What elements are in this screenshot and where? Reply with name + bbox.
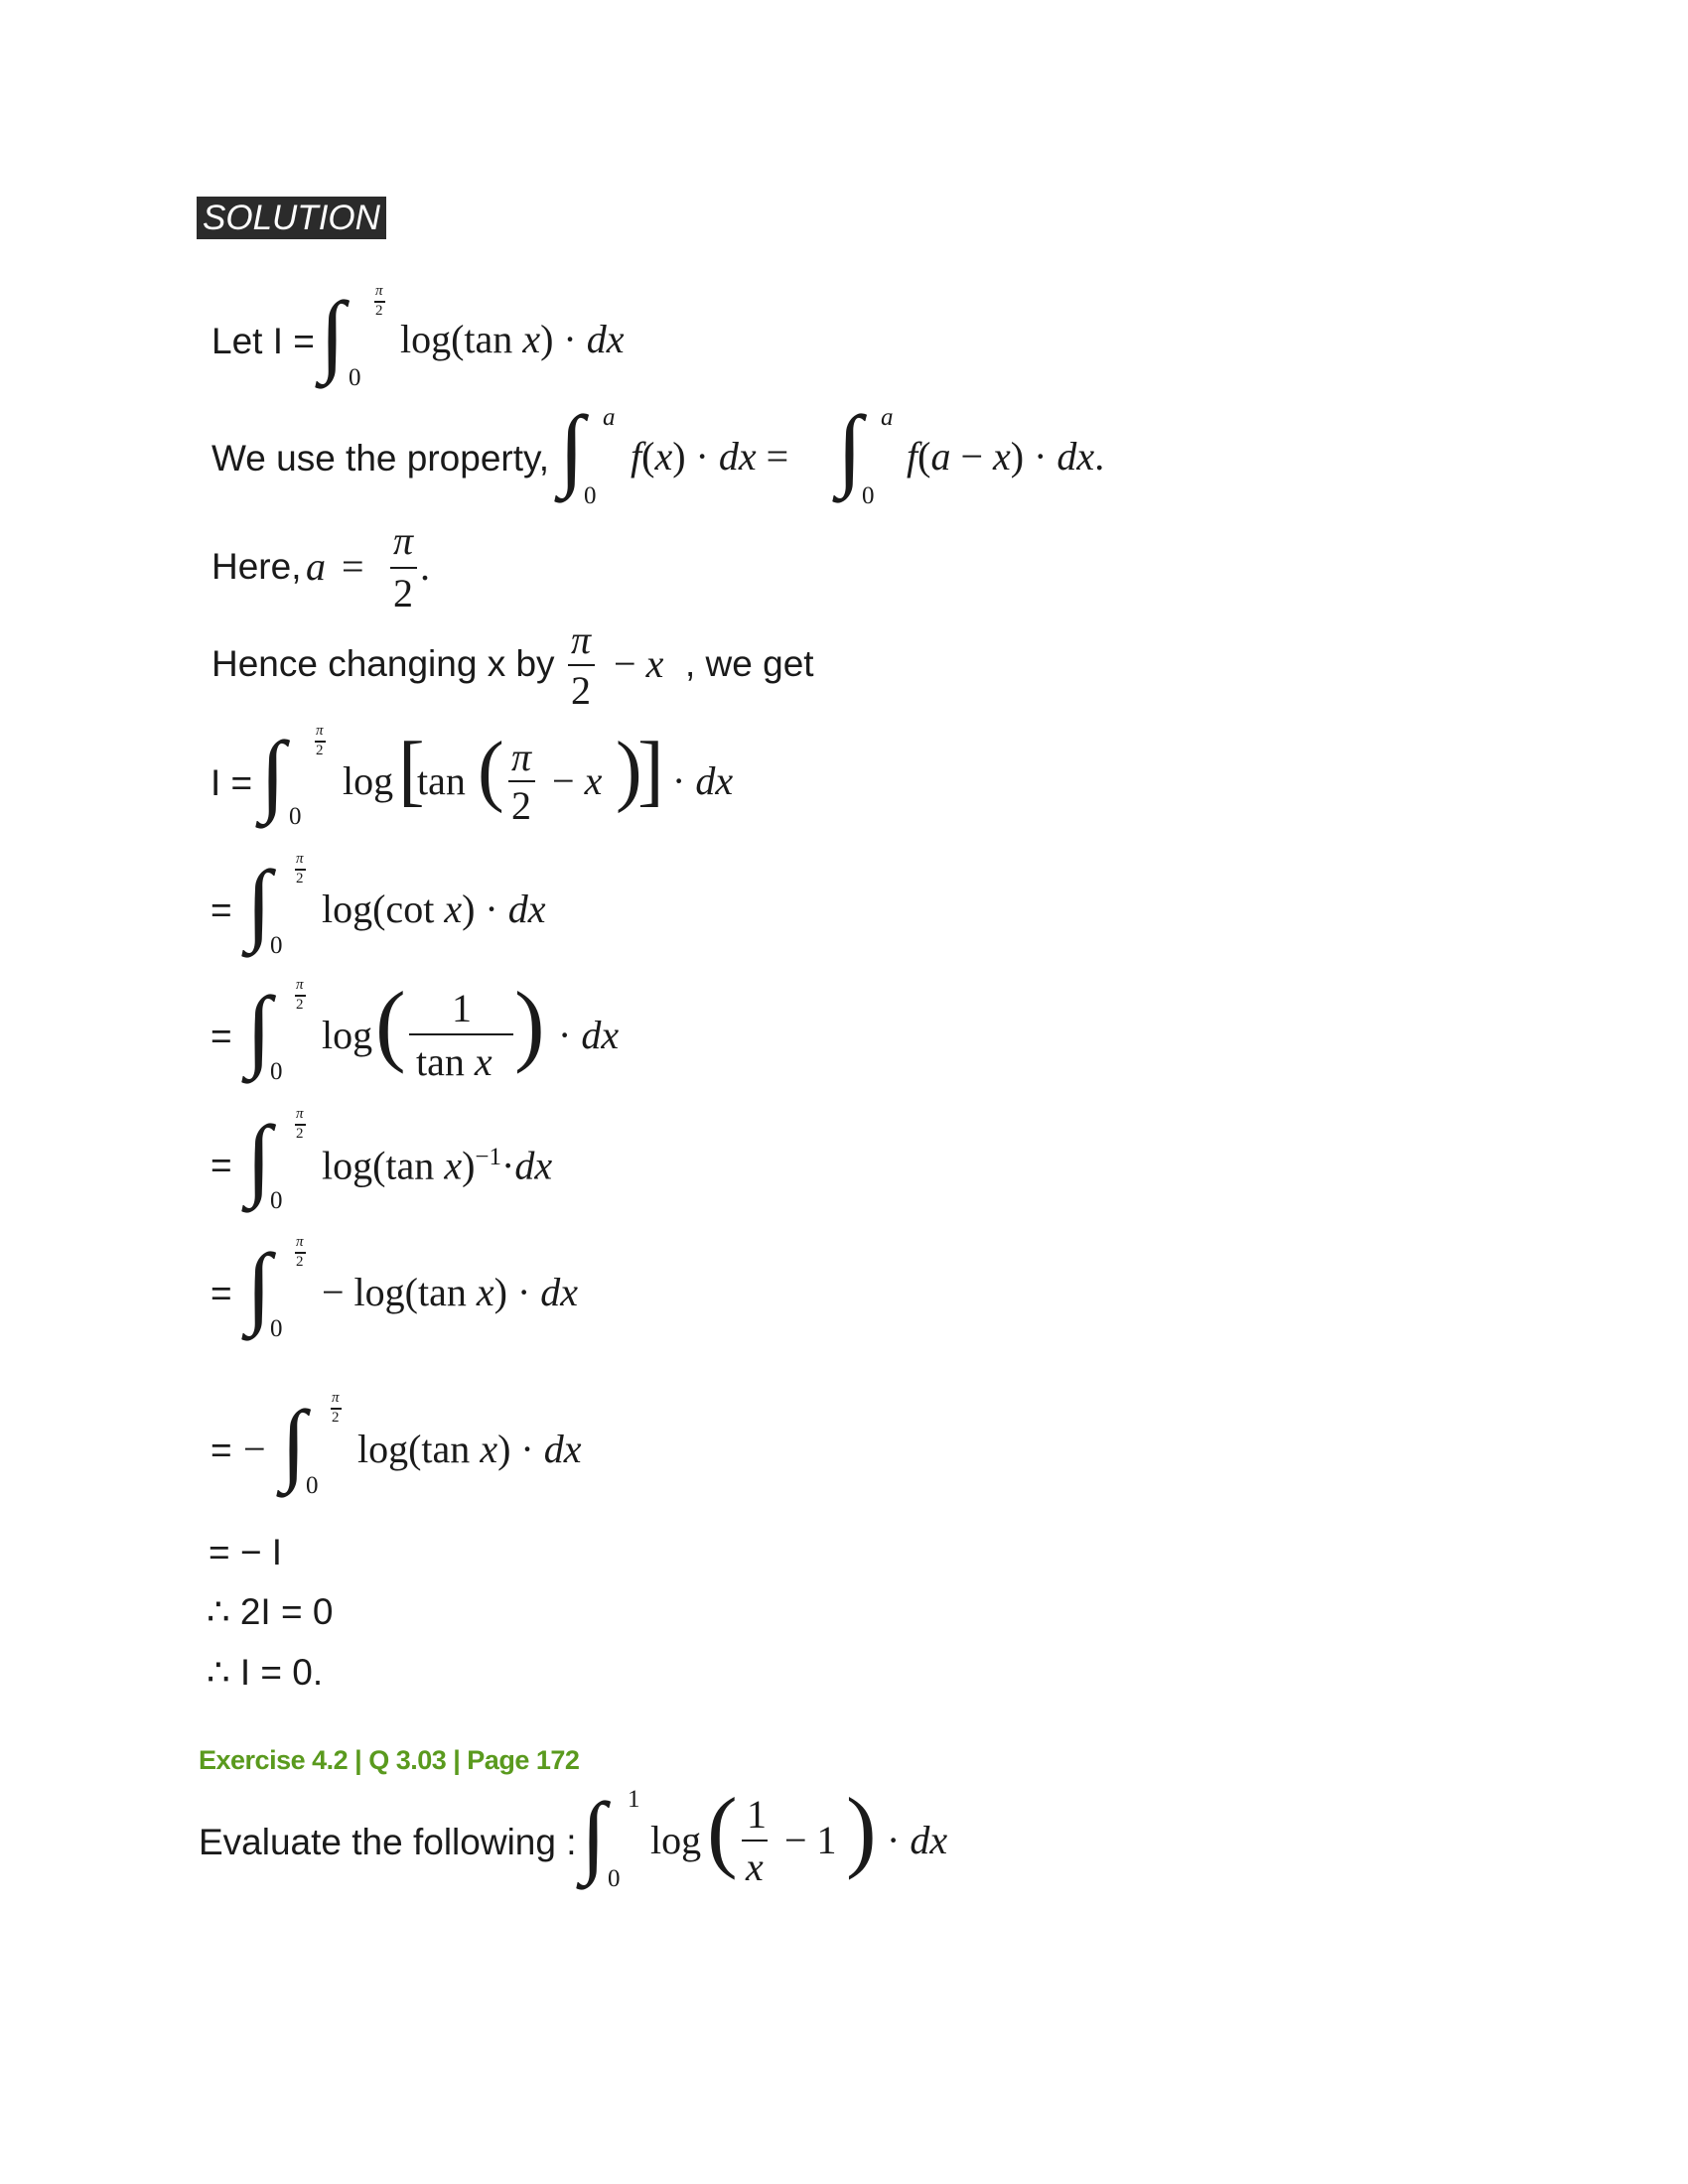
eq-sign: = [211,889,232,930]
period: . [420,544,430,589]
integral-sign: ∫ [246,978,272,1079]
var-a: a [306,544,326,589]
integrand: log(tan x) · dx [400,317,625,361]
upper-limit-pi: π [296,1106,304,1122]
upper-limit-2: 2 [296,997,304,1013]
upper-limit-pi: π [375,283,383,299]
log-word: log [322,1013,373,1057]
frac-num-pi: π [393,518,414,563]
frac-num-1: 1 [452,986,472,1030]
eq-sign: = [211,1016,232,1056]
integrand: − log(tan x) · dx [322,1270,579,1314]
upper-limit-2: 2 [375,303,383,319]
minus-x: − x [552,758,603,803]
property-label: We use the property, [211,438,550,478]
frac-den-2: 2 [511,783,531,828]
frac-den-tan: tan x [416,1039,492,1084]
right-paren: ) [846,1779,877,1880]
equals: = [342,544,364,589]
minus-sign: − [243,1427,266,1471]
dot-dx: · dx [558,1013,620,1057]
minus-x: − x [614,641,664,686]
lower-limit: 0 [270,1058,283,1085]
upper-limit-pi: π [332,1390,340,1406]
integral-sign: ∫ [246,852,272,953]
solution-badge: SOLUTION [197,197,386,239]
property-rhs: f(a − x) · dx. [907,434,1105,478]
lower-limit: 0 [349,364,361,391]
upper-limit-pi: π [316,723,324,739]
integral-sign: ∫ [581,1784,607,1885]
integral-sign: ∫ [281,1392,307,1493]
upper-limit-2: 2 [332,1410,340,1426]
integral-sign: ∫ [246,1235,272,1336]
frac-den-2: 2 [393,571,413,615]
frac-bar [390,567,417,569]
right-paren: ) [616,727,642,814]
frac-num-1: 1 [747,1792,767,1837]
frac-den-x: x [746,1844,764,1889]
integrand: log(tan x)$^{-1}$·dx [322,1143,553,1188]
left-paren: ( [707,1779,738,1880]
upper-limit-a: a [881,404,894,431]
lower-limit: 0 [306,1472,319,1499]
integrand: log(tan x) · dx [357,1427,582,1471]
upper-limit-a: a [603,404,616,431]
we-get-label: , we get [685,643,814,684]
integrand: log(cot x) · dx [322,887,546,931]
upper-limit-pi: π [296,1234,304,1250]
dot-dx: · dx [672,758,734,803]
integral-sign: ∫ [260,723,286,824]
frac-bar [508,780,535,782]
minus-1: − 1 [784,1818,837,1862]
lower-limit: 0 [289,803,302,830]
line-eq-neg-i: = − I [209,1532,283,1572]
log-word: log [343,758,394,803]
integral-sign: ∫ [837,397,863,498]
frac-bar [409,1033,513,1035]
right-bracket: ] [637,727,664,814]
upper-limit-pi: π [296,851,304,867]
frac-bar [742,1840,768,1842]
upper-limit-2: 2 [316,743,324,758]
exercise-reference: Exercise 4.2 | Q 3.03 | Page 172 [199,1745,580,1775]
upper-limit-2: 2 [296,1126,304,1142]
tan-word: tan [417,758,466,803]
lower-limit: 0 [270,1315,283,1342]
let-i-label: Let I = [211,321,315,361]
i-eq-label: I = [211,762,253,803]
upper-limit-2: 2 [296,871,304,887]
line-therefore-2i: ∴ 2I = 0 [207,1591,334,1632]
question-label: Evaluate the following : [199,1822,577,1862]
frac-bar [568,664,595,666]
right-paren: ) [514,973,545,1074]
upper-limit-2: 2 [296,1254,304,1270]
lower-limit: 0 [270,932,283,959]
integral-sign: ∫ [246,1107,272,1208]
left-paren: ( [478,727,504,814]
property-lhs: f(x) · dx = [631,434,789,478]
lower-limit: 0 [270,1187,283,1214]
integral-sign: ∫ [559,397,585,498]
dot-dx: · dx [887,1818,948,1862]
left-paren: ( [375,973,406,1074]
here-label: Here, [211,546,302,587]
left-bracket: [ [398,727,425,814]
frac-num-pi: π [571,617,592,662]
upper-limit-1: 1 [628,1786,640,1813]
eq-sign: = [211,1430,232,1470]
lower-limit: 0 [862,482,875,509]
eq-sign: = [211,1145,232,1185]
frac-num-pi: π [511,735,532,779]
hence-label: Hence changing x by [211,643,555,684]
line-therefore-i: ∴ I = 0. [207,1652,324,1693]
lower-limit: 0 [584,482,597,509]
eq-sign: = [211,1273,232,1313]
log-word: log [650,1818,702,1862]
frac-den-2: 2 [571,668,591,713]
upper-limit-pi: π [296,977,304,993]
lower-limit: 0 [608,1865,621,1892]
integral-sign: ∫ [320,283,346,384]
